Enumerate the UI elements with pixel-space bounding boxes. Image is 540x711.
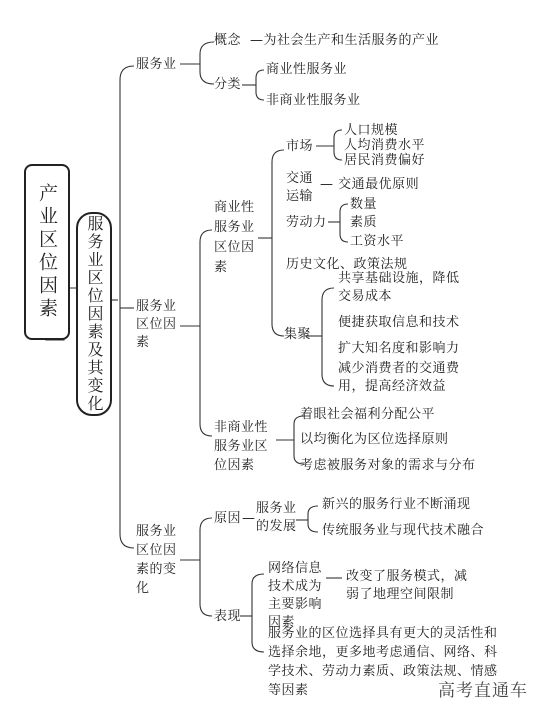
reason-item: 传统服务业与现代技术融合 — [322, 523, 485, 538]
perf-sub-text: 改变了服务模式，减弱了地理空间限制 — [346, 569, 468, 602]
agglom-item: 共享基础设施，降低交易成本 — [338, 271, 460, 304]
market-item: 人均消费水平 — [344, 138, 426, 153]
reason-label: 原因 — [214, 511, 242, 526]
noncommercial-item: 以均衡化为区位选择原则 — [300, 432, 449, 447]
root-title-box — [24, 164, 70, 340]
branch2-title: 服务业区位因素 — [136, 299, 177, 350]
labor-item: 数量 — [350, 197, 378, 212]
perf-text: 服务业的区位选择具有更大的灵活性和选择余地，更多地考虑通信、网络、科学技术、劳动力素质、政策法规、情感等因素 — [268, 626, 498, 698]
market-item: 人口规模 — [344, 123, 399, 138]
concept-text: —为社会生产和生活服务的产业 — [250, 33, 440, 48]
perf-sub: 网络信息技术成为主要影响因素 — [268, 561, 323, 630]
agglom-item: 扩大知名度和影响力 — [338, 341, 460, 356]
transport-label: 交通运输 — [286, 171, 314, 204]
noncommercial-item: 着眼社会福利分配公平 — [300, 407, 436, 422]
subtitle: 服务业区位因素及其变化 — [85, 215, 104, 413]
class-label: 分类 — [214, 77, 242, 92]
transport-text: — 交通最优原则 — [320, 177, 420, 192]
labor-label: 劳动力 — [286, 215, 327, 230]
watermark: 高考直通车 — [438, 681, 528, 701]
root-title: 产业区位因素 — [36, 183, 58, 321]
noncommercial-item: 考虑被服务对象的需求与分布 — [300, 458, 476, 473]
reason-item: 新兴的服务行业不断涌现 — [322, 497, 471, 512]
market-label: 市场 — [286, 139, 314, 154]
branch3-title: 服务业区位因素的变化 — [136, 524, 177, 596]
agglom-item: 便捷获取信息和技术 — [338, 315, 460, 330]
agglom-label: 集聚 — [284, 327, 312, 342]
reason-dash: — — [242, 511, 256, 526]
branch1-title: 服务业 — [136, 57, 177, 72]
reason-sub: 服务业的发展 — [256, 501, 297, 534]
history-text: 历史文化、政策法规 — [286, 257, 408, 272]
class-item: 商业性服务业 — [266, 62, 348, 77]
subtitle-box — [76, 212, 112, 416]
noncommercial-title: 非商业性服务业区位因素 — [214, 420, 269, 473]
labor-item: 工资水平 — [350, 234, 405, 249]
market-item: 居民消费偏好 — [344, 153, 426, 168]
concept-label: 概念 — [214, 33, 242, 48]
class-item: 非商业性服务业 — [266, 93, 361, 108]
agglom-item: 减少消费者的交通费用，提高经济效益 — [338, 361, 460, 394]
commercial-title: 商业性服务业区位因素 — [214, 200, 255, 275]
perf-label: 表现 — [214, 609, 242, 624]
labor-item: 素质 — [350, 215, 378, 230]
